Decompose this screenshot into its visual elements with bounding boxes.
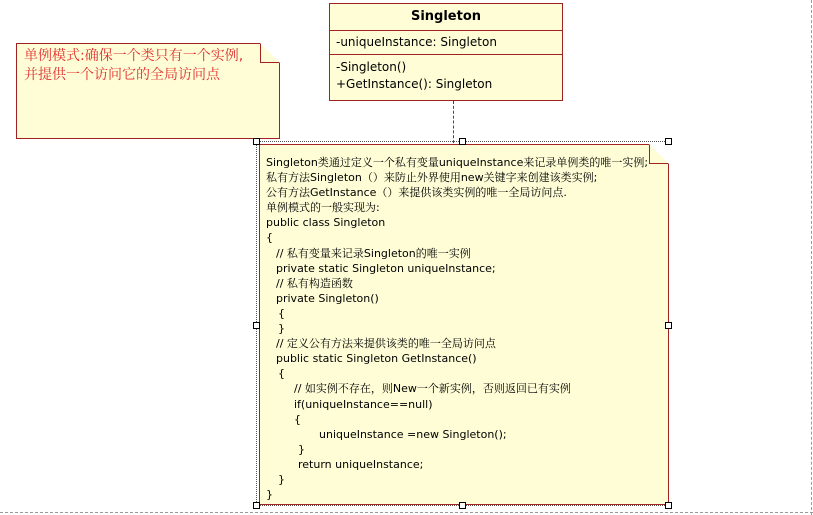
page-boundary-bottom: [0, 512, 813, 513]
note-line: // 如实例不存在，则New一个新实例，否则返回已有实例: [294, 382, 571, 396]
definition-note[interactable]: [16, 43, 280, 139]
attribute-unique-instance: -uniqueInstance: Singleton: [336, 35, 497, 49]
page-boundary-right: [811, 0, 812, 515]
resize-handle-right[interactable]: [665, 322, 672, 329]
note-line: private static Singleton uniqueInstance;: [276, 261, 496, 275]
note-line: public class Singleton: [266, 216, 386, 230]
note-line: {: [278, 367, 285, 381]
note-line: {: [266, 231, 273, 245]
note-line: if(uniqueInstance==null): [294, 397, 433, 411]
resize-handle-top-left[interactable]: [253, 138, 260, 145]
definition-line: 单例模式:确保一个类只有一个实例,: [24, 48, 244, 64]
note-line: }: [278, 322, 285, 336]
implementation-note-text: [266, 155, 664, 502]
resize-handle-bottom-left[interactable]: [253, 502, 260, 509]
note-line: return uniqueInstance;: [298, 457, 424, 471]
note-line: 单例模式的一般实现为:: [266, 201, 380, 215]
class-attributes: [330, 31, 562, 55]
note-line: }: [278, 472, 285, 486]
operation-constructor: -Singleton(): [336, 60, 407, 74]
note-line: 公有方法GetInstance（）来提供该类实例的唯一全局访问点.: [266, 186, 567, 200]
note-line: {: [278, 306, 285, 320]
resize-handle-bottom-right[interactable]: [665, 502, 672, 509]
note-line: public static Singleton GetInstance(): [276, 352, 477, 366]
note-line: {: [294, 412, 301, 426]
note-line: private Singleton(): [276, 291, 379, 305]
operation-get-instance: +GetInstance(): Singleton: [336, 77, 493, 91]
implementation-note[interactable]: [259, 144, 669, 505]
definition-note-text: [24, 47, 243, 85]
note-fold-inner: [261, 44, 279, 62]
definition-line: 并提供一个访问它的全局访问点: [24, 67, 220, 83]
note-line: }: [298, 442, 305, 456]
resize-handle-left[interactable]: [253, 322, 260, 329]
note-line: // 定义公有方法来提供该类的唯一全局访问点: [276, 337, 496, 351]
note-line: }: [266, 488, 273, 502]
note-line: // 私有变量来记录Singleton的唯一实例: [276, 246, 471, 260]
class-name: Singleton: [330, 4, 562, 31]
note-line: uniqueInstance =new Singleton();: [319, 427, 507, 441]
class-operations: [330, 55, 562, 97]
resize-handle-top-right[interactable]: [665, 138, 672, 145]
note-line: Singleton类通过定义一个私有变量uniqueInstance来记录单例类的唯一实例;: [266, 156, 649, 169]
resize-handle-bottom[interactable]: [459, 502, 466, 509]
resize-handle-top[interactable]: [459, 138, 466, 145]
singleton-class-box[interactable]: [329, 3, 563, 101]
note-line: 私有方法Singleton（）来防止外界使用new关键字来创建该类实例;: [266, 171, 598, 185]
note-line: // 私有构造函数: [276, 276, 353, 290]
